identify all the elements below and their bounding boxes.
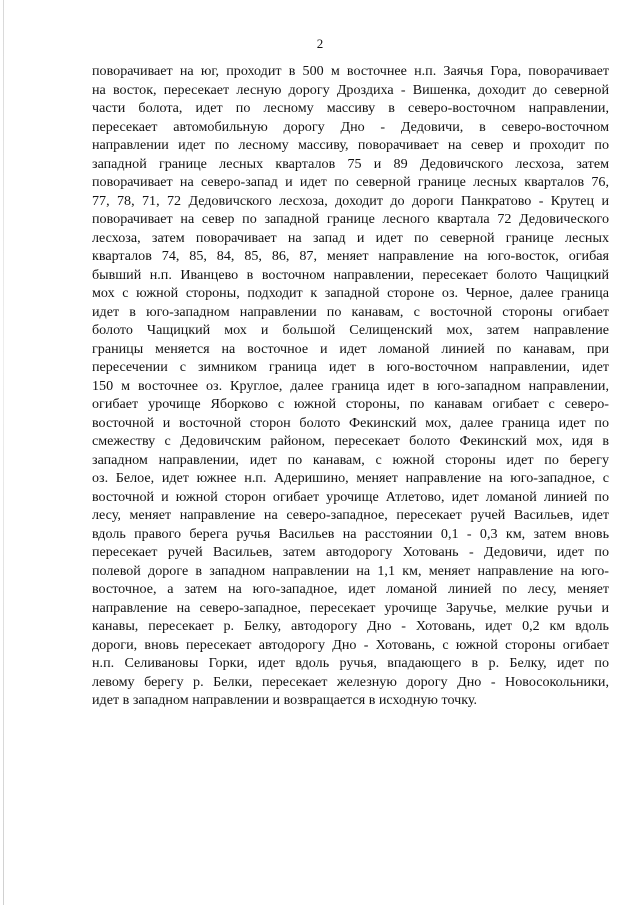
text-line: бывший н.п. Иванцево в восточном направлении, пересекает болото Чащицкий: [92, 266, 609, 283]
text-line: пересекает автомобильную дорогу Дно - Дедовичи, в северо-восточном: [92, 118, 609, 135]
text-line: кварталов 74, 85, 84, 85, 86, 87, меняет направление на юго-восток, огибая: [92, 248, 609, 264]
text-line: оз. Белое, идет южнее н.п. Адеришино, меняет направление на юго-западное, с: [92, 470, 609, 486]
text-line: лесу, меняет направление на северо-западное, пересекает ручей Васильев, идет: [92, 507, 609, 523]
text-line: канавы, пересекает р. Белку, автодорогу Дно - Хотовань, идет 0,2 км вдоль: [92, 618, 609, 634]
body-paragraph: [92, 62, 609, 710]
text-line: восточной и южной сторон огибает урочище Атлетово, идет ломаной линией по: [92, 488, 609, 505]
text-line: дороги, вновь пересекает автодорогу Дно - Хотовань, с южной стороны огибает: [92, 636, 609, 653]
text-line: мох с южной стороны, подходит к западной стороне оз. Черное, далее граница: [92, 285, 609, 301]
text-line: лесхоза, затем поворачивает на запад и идет по северной границе лесных: [92, 229, 609, 246]
text-line: части болота, идет по лесному массиву в северо-восточном направлении,: [92, 100, 609, 116]
text-line: поворачивает на северо-запад и идет по северной границе лесных кварталов 76,: [92, 174, 609, 190]
text-line: пересечении с зимником граница идет в юго-восточном направлении, идет: [92, 359, 609, 375]
text-line: смежеству с Дедовичским районом, пересекает болото Фекинский мох, идя в: [92, 433, 609, 449]
text-line: болото Чащицкий мох и большой Селищенский мох, затем направление: [92, 322, 609, 338]
text-line: границы меняется на восточное и идет ломаной линией по канавам, при: [92, 340, 609, 357]
text-line: поворачивает на юг, проходит в 500 м восточнее н.п. Заячья Гора, поворачивает: [92, 63, 609, 79]
text-line: восточной и восточной сторон болото Фекинский мох, далее граница идет по: [92, 414, 609, 431]
text-line: левому берегу р. Белки, пересекает железную дорогу Дно - Новосокольники,: [92, 673, 609, 690]
text-line: поворачивает на север по западной границе лесного квартала 72 Дедовического: [92, 211, 609, 227]
text-line: направление на северо-западное, пересекает урочище Заручье, мелкие ручьи и: [92, 599, 609, 616]
text-line: на восток, пересекает лесную дорогу Дроздиха - Вишенка, доходит до северной: [92, 81, 609, 98]
text-line: огибает урочище Яборково с южной стороны, по канавам огибает с северо-: [92, 396, 609, 412]
scan-edge-shadow: [3, 0, 4, 905]
text-line: 77, 78, 71, 72 Дедовичского лесхоза, доходит до дороги Панкратово - Крутец и: [92, 192, 609, 209]
text-line: вдоль правого берега ручья Васильев на расстоянии 0,1 - 0,3 км, затем вновь: [92, 525, 609, 542]
text-line: 150 м восточнее оз. Круглое, далее граница идет в юго-западном направлении,: [92, 377, 609, 394]
text-line: западной границе лесных кварталов 75 и 89 Дедовичского лесхоза, затем: [92, 155, 609, 172]
page-number: 2: [316, 36, 324, 51]
text-line: направлении идет по лесному массиву, поворачивает на север и проходит по: [92, 137, 609, 153]
text-line: пересекает ручей Васильев, затем автодорогу Хотовань - Дедовичи, идет по: [92, 544, 609, 560]
text-line: идет в юго-западном направлении по канавам, с восточной стороны огибает: [92, 303, 609, 320]
text-line: полевой дороге в западном направлении на 1,1 км, меняет направление на юго-: [92, 562, 609, 579]
text-line: н.п. Селивановы Горки, идет вдоль ручья, впадающего в р. Белку, идет по: [92, 655, 609, 671]
text-line: западном направлении, идет по канавам, с южной стороны идет по берегу: [92, 451, 609, 468]
text-line-last: идет в западном направлении и возвращается в исходную точку.: [92, 692, 478, 708]
text-line: восточное, а затем на юго-западное, идет ломаной линией по лесу, меняет: [92, 581, 609, 597]
